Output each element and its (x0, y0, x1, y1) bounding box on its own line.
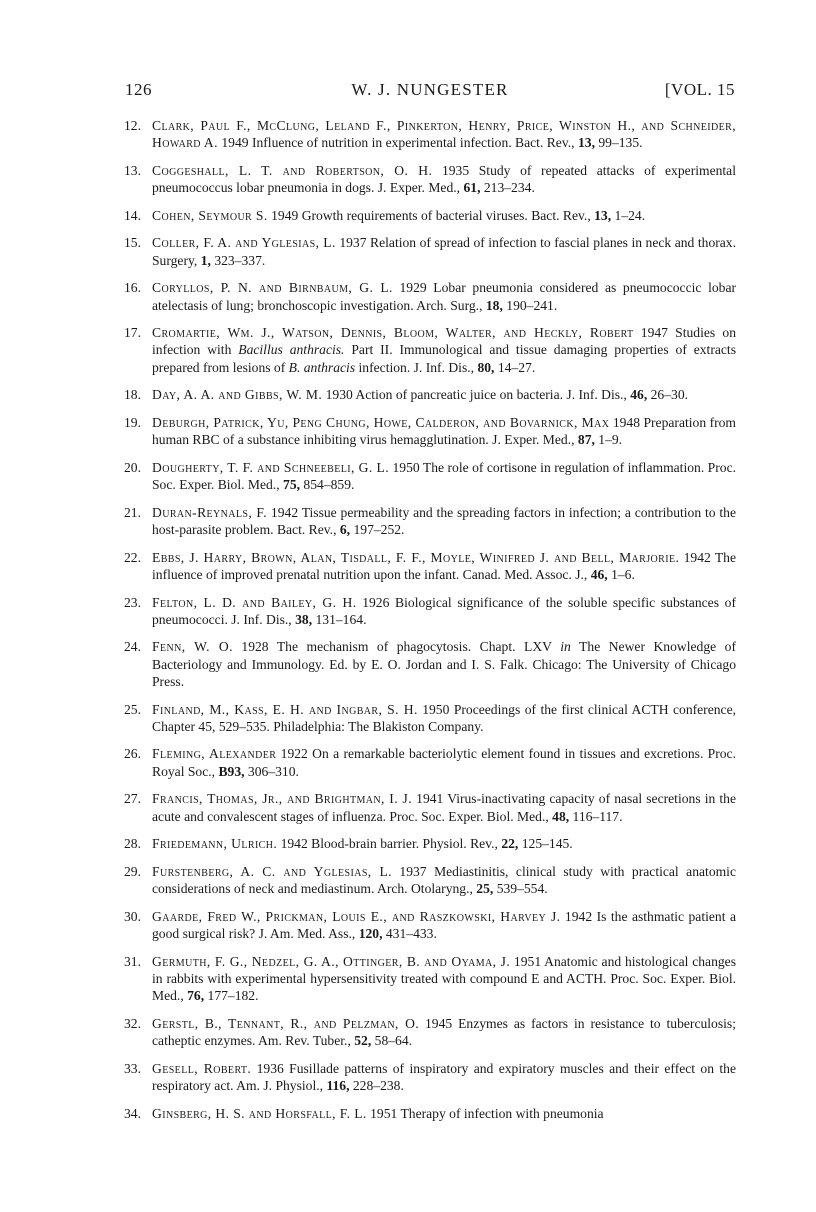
reference-text: 1942 Is the asthmatic patient a good surgical risk? J. Am. Med. Ass., (152, 908, 737, 942)
reference-text: 58–64. (371, 1033, 413, 1049)
reference-number: 20. (124, 459, 141, 475)
reference-authors: Gerstl, B., Tennant, R., and Pelzman, O. (152, 1015, 420, 1031)
reference-authors: Finland, M., Kass, E. H. and Ingbar, S. H. (152, 701, 418, 717)
reference-number: 31. (124, 953, 141, 969)
reference-text: The Newer Knowledge of Bacteriology and Immunology. Ed. by E. O. Jordan and I. S. Falk. Chicago: The University of Chicago Press. (152, 639, 736, 689)
reference-volume: 13, (577, 135, 595, 151)
reference-item (124, 162, 736, 197)
reference-item (124, 414, 736, 449)
reference-volume: B93, (218, 763, 245, 779)
reference-authors: Furstenberg, A. C. and Yglesias, L. (152, 863, 392, 879)
reference-text: 1950 The role of cortisone in regulation of inflammation. Proc. Soc. Exper. Biol. Med., (152, 459, 736, 493)
reference-volume: 25, (476, 881, 494, 897)
running-head: W. J. NUNGESTER (351, 80, 509, 99)
reference-text: 431–433. (382, 926, 437, 942)
reference-volume: 80, (477, 359, 495, 375)
reference-text: 197–252. (350, 522, 405, 538)
reference-item (124, 504, 736, 539)
reference-text: 1–9. (594, 432, 623, 448)
reference-text: Part II. Immunological and tissue damaging properties of extracts prepared from lesions of (152, 342, 736, 375)
reference-number: 28. (124, 836, 141, 852)
reference-number: 16. (124, 280, 141, 296)
reference-text: 1949 Influence of nutrition in experimental infection. Bact. Rev., (217, 135, 578, 151)
reference-number: 15. (124, 235, 141, 251)
reference-volume: 120, (358, 926, 383, 942)
reference-text: 854–859. (300, 477, 355, 493)
reference-authors: Gaarde, Fred W., Prickman, Louis E., and Raszkowski, Harvey J. (152, 908, 561, 924)
reference-item (124, 1105, 736, 1122)
reference-number: 12. (124, 118, 141, 133)
reference-text: 125–145. (518, 836, 573, 852)
reference-text: 306–310. (244, 763, 299, 779)
reference-text: 1947 Studies on infection with (152, 325, 736, 358)
reference-item (124, 1015, 736, 1050)
reference-authors: Friedemann, Ulrich. (152, 836, 278, 852)
reference-volume: 1, (200, 252, 211, 268)
reference-authors: Fleming, Alexander (152, 746, 277, 762)
reference-number: 21. (124, 504, 141, 520)
reference-volume: 38, (295, 611, 313, 627)
reference-number: 32. (124, 1015, 141, 1031)
reference-number: 17. (124, 325, 141, 341)
reference-item (124, 745, 736, 780)
reference-number: 19. (124, 414, 141, 430)
reference-authors: Cromartie, Wm. J., Watson, Dennis, Bloom, Walter, and Heckly, Robert (152, 325, 634, 341)
reference-text: 1949 Growth requirements of bacterial viruses. Bact. Rev., (267, 207, 595, 223)
reference-volume: 76, (187, 988, 205, 1004)
reference-number: 26. (124, 746, 141, 762)
reference-text: 1945 Enzymes as factors in resistance to tuberculosis; catheptic enzymes. Am. Rev. Tuber., (152, 1015, 736, 1049)
reference-authors: Ebbs, J. Harry, Brown, Alan, Tisdall, F. F., Moyle, Winifred J. and Bell, Marjorie. (152, 549, 680, 565)
volume-label: [VOL. 15 (664, 80, 735, 99)
reference-authors: Cohen, Seymour S. (152, 207, 268, 223)
reference-list (124, 117, 736, 1132)
reference-volume: 61, (463, 180, 481, 196)
reference-number: 27. (124, 791, 141, 807)
reference-volume: 75, (283, 477, 301, 493)
reference-text: 14–27. (494, 359, 536, 375)
reference-authors: Francis, Thomas, Jr., and Brightman, I. J. (152, 791, 413, 807)
reference-text: 539–554. (493, 881, 548, 897)
reference-text: 99–135. (594, 135, 643, 151)
reference-item (124, 594, 736, 629)
reference-text: 1937 Relation of spread of infection to fascial planes in neck and thorax. Surgery, (152, 235, 736, 268)
reference-text: 323–337. (210, 252, 266, 268)
reference-item (124, 1060, 736, 1095)
reference-number: 18. (124, 387, 141, 403)
reference-item (124, 701, 736, 736)
reference-italic-text: in (560, 639, 571, 655)
reference-authors: Felton, L. D. and Bailey, G. H. (152, 594, 357, 610)
reference-number: 22. (124, 549, 141, 565)
reference-authors: Germuth, F. G., Nedzel, G. A., Ottinger, B. and Oyama, J. (152, 953, 511, 969)
reference-text: 1–24. (611, 207, 646, 223)
reference-text: 1942 Tissue permeability and the spreading factors in infection; a contribution to the host-parasite problem. Bact. Rev., (152, 504, 736, 538)
reference-text: 1951 Anatomic and histological changes in rabbits with experimental hypersensitivity treated with compound E and ACTH. Proc. Soc. Exper. Biol. Med., (152, 953, 736, 1004)
reference-text: 1926 Biological significance of the soluble specific substances of pneumococci. J. Inf. Dis., (152, 594, 736, 627)
reference-item (124, 835, 736, 852)
reference-text: 177–182. (204, 988, 259, 1004)
reference-volume: 22, (501, 836, 519, 852)
reference-italic-text: Bacillus anthracis. (238, 342, 345, 358)
reference-volume: 116, (326, 1078, 350, 1093)
reference-number: 14. (124, 207, 141, 223)
reference-volume: 46, (630, 387, 648, 403)
page-number: 126 (125, 80, 152, 99)
reference-authors: Coggeshall, L. T. and Robertson, O. H. (152, 162, 433, 178)
reference-volume: 6, (339, 522, 351, 538)
reference-item (124, 386, 736, 403)
reference-text: 1935 Study of repeated attacks of experimental pneumococcus lobar pneumonia in dogs. J. Exper. Med., (152, 162, 736, 196)
reference-authors: Gesell, Robert. (152, 1060, 252, 1076)
reference-authors: Day, A. A. and Gibbs, W. M. (152, 387, 323, 403)
reference-number: 34. (124, 1105, 141, 1121)
reference-text: 26–30. (647, 387, 689, 403)
reference-number: 25. (124, 701, 141, 717)
reference-volume: 87, (577, 432, 595, 448)
reference-text: 1937 Mediastinitis, clinical study with practical anatomic considerations of neck and mediastinum. Arch. Otolaryng., (152, 863, 736, 897)
reference-text: 1950 Proceedings of the first clinical ACTH conference, Chapter 45, 529–535. Philadelphia: The Blakiston Company. (152, 701, 737, 734)
reference-text: 1922 On a remarkable bacteriolytic element found in tissues and excretions. Proc. Royal Soc., (152, 746, 736, 779)
reference-text: 1929 Lobar pneumonia considered as pneumococcic lobar atelectasis of lung; bronchoscopic investigation. Arch. Surg., (152, 280, 737, 313)
reference-item (124, 953, 736, 1005)
reference-authors: Coryllos, P. N. and Birnbaum, G. L. (152, 280, 393, 296)
reference-authors: Fenn, W. O. (152, 639, 233, 655)
reference-authors: Clark, Paul F., McClung, Leland F., Pinkerton, Henry, Price, Winston H., and Schneider, Howard A. (152, 118, 736, 151)
page-header (125, 80, 735, 104)
reference-text: 1930 Action of pancreatic juice on bacteria. J. Inf. Dis., (322, 387, 631, 403)
reference-number: 24. (124, 639, 141, 655)
reference-volume: 46, (590, 566, 608, 582)
reference-text: 190–241. (502, 297, 558, 313)
reference-text: 1936 Fusillade patterns of inspiratory and expiratory muscles and their effect on the respiratory act. Am. J. Physiol., (152, 1060, 736, 1093)
reference-text: 213–234. (480, 180, 535, 196)
reference-volume: 48, (552, 808, 570, 824)
reference-item (124, 117, 736, 152)
reference-item (124, 207, 736, 224)
reference-number: 33. (124, 1060, 141, 1076)
reference-text: infection. J. Inf. Dis., (355, 359, 478, 375)
reference-text: 1941 Virus-inactivating capacity of nasal secretions in the acute and convalescent stages of influenza. Proc. Soc. Exper. Biol. Med., (152, 791, 736, 824)
reference-text: 228–238. (349, 1078, 404, 1093)
reference-volume: 18, (485, 297, 503, 313)
reference-text: 131–164. (312, 611, 367, 627)
reference-text: 1928 The mechanism of phagocytosis. Chapt. LXV (232, 639, 561, 655)
reference-number: 30. (124, 908, 141, 924)
reference-item (124, 279, 736, 314)
reference-volume: 13, (594, 207, 612, 223)
reference-authors: Dougherty, T. F. and Schneebeli, G. L. (152, 459, 390, 475)
reference-text: 1948 Preparation from human RBC of a substance inhibiting virus hemagglutination. J. Exper. Med., (152, 414, 736, 448)
reference-authors: Duran-Reynals, F. (152, 504, 268, 520)
reference-text: 1–6. (607, 566, 635, 582)
reference-authors: Deburgh, Patrick, Yu, Peng Chung, Howe, Calderon, and Bovarnick, Max (152, 414, 610, 430)
reference-authors: Ginsberg, H. S. and Horsfall, F. L. (152, 1105, 367, 1121)
reference-item (124, 324, 736, 376)
reference-item (124, 234, 736, 269)
reference-number: 29. (124, 863, 141, 879)
reference-italic-text: B. anthracis (288, 359, 356, 375)
reference-volume: 52, (354, 1033, 372, 1049)
reference-item (124, 908, 736, 943)
reference-text: 1942 Blood-brain barrier. Physiol. Rev., (277, 836, 502, 852)
reference-item (124, 638, 736, 690)
reference-authors: Coller, F. A. and Yglesias, L. (152, 235, 336, 251)
reference-number: 13. (124, 162, 141, 178)
reference-item (124, 863, 736, 898)
reference-item (124, 549, 736, 584)
reference-number: 23. (124, 594, 141, 610)
reference-text: 1951 Therapy of infection with pneumonia (366, 1105, 604, 1121)
reference-item (124, 459, 736, 494)
reference-item (124, 790, 736, 825)
reference-text: 1942 The influence of improved prenatal nutrition upon the infant. Canad. Med. Assoc. J., (152, 549, 737, 582)
reference-text: 116–117. (569, 808, 623, 824)
